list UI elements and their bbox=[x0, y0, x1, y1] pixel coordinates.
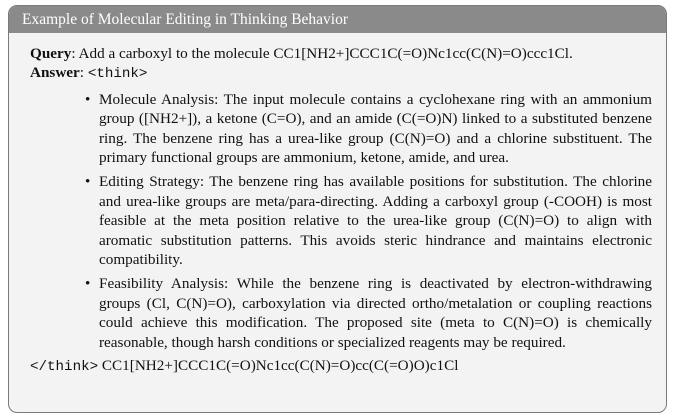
result-smiles: CC1[NH2+]CCC1C(=O)Nc1cc(C(N)=O)cc(C(=O)O)c1Cl bbox=[98, 357, 459, 375]
box-title: Example of Molecular Editing in Thinking Behavior bbox=[9, 6, 666, 33]
list-item-molecule-analysis: • Molecule Analysis: The input molecule contains a cyclohexane ring with an ammonium group ([NH2+]), a ketone (C=O), and an amide (C(=O)N) linked to a substituted benzene ring. The benzene ring has a urea-like group (C(N)=O) and a chlorine substituent. The primary functional groups are ammonium, ketone, amide, and urea. bbox=[99, 90, 652, 168]
example-box bbox=[8, 5, 667, 413]
analysis-list bbox=[30, 90, 652, 352]
result-line bbox=[30, 356, 652, 377]
list-item-feasibility-analysis: • Feasibility Analysis: While the benzene ring is deactivated by electron-withdrawing groups (Cl, C(N)=O), carboxylation via directed ortho/metalation or coupling reactions could achieve this modification. The proposed site (meta to C(N)=O) is chemically reasonable, though harsh conditions or specialized reagents may be required. bbox=[99, 274, 652, 352]
box-content bbox=[9, 33, 666, 378]
answer-line bbox=[30, 63, 652, 84]
think-close-tag: </think> bbox=[30, 359, 99, 376]
query-line bbox=[30, 44, 652, 63]
query-text: : Add a carboxyl to the molecule CC1[NH2+]CCC1C(=O)Nc1cc(C(N)=O)ccc1Cl. bbox=[71, 45, 573, 62]
query-label: Query bbox=[30, 45, 72, 62]
answer-label: Answer bbox=[30, 64, 80, 82]
list-item-editing-strategy: • Editing Strategy: The benzene ring has available positions for substitution. The chlorine and urea-like groups are meta/para-directing. Adding a carboxyl group (-COOH) is most feasible at the meta position relative to the urea-like group (C(N)=O) to align with aromatic substitution patterns. This avoids steric hindrance and maintains electronic compatibility. bbox=[99, 172, 652, 269]
think-open-tag: <think> bbox=[87, 66, 148, 83]
answer-sep: : bbox=[79, 64, 88, 82]
